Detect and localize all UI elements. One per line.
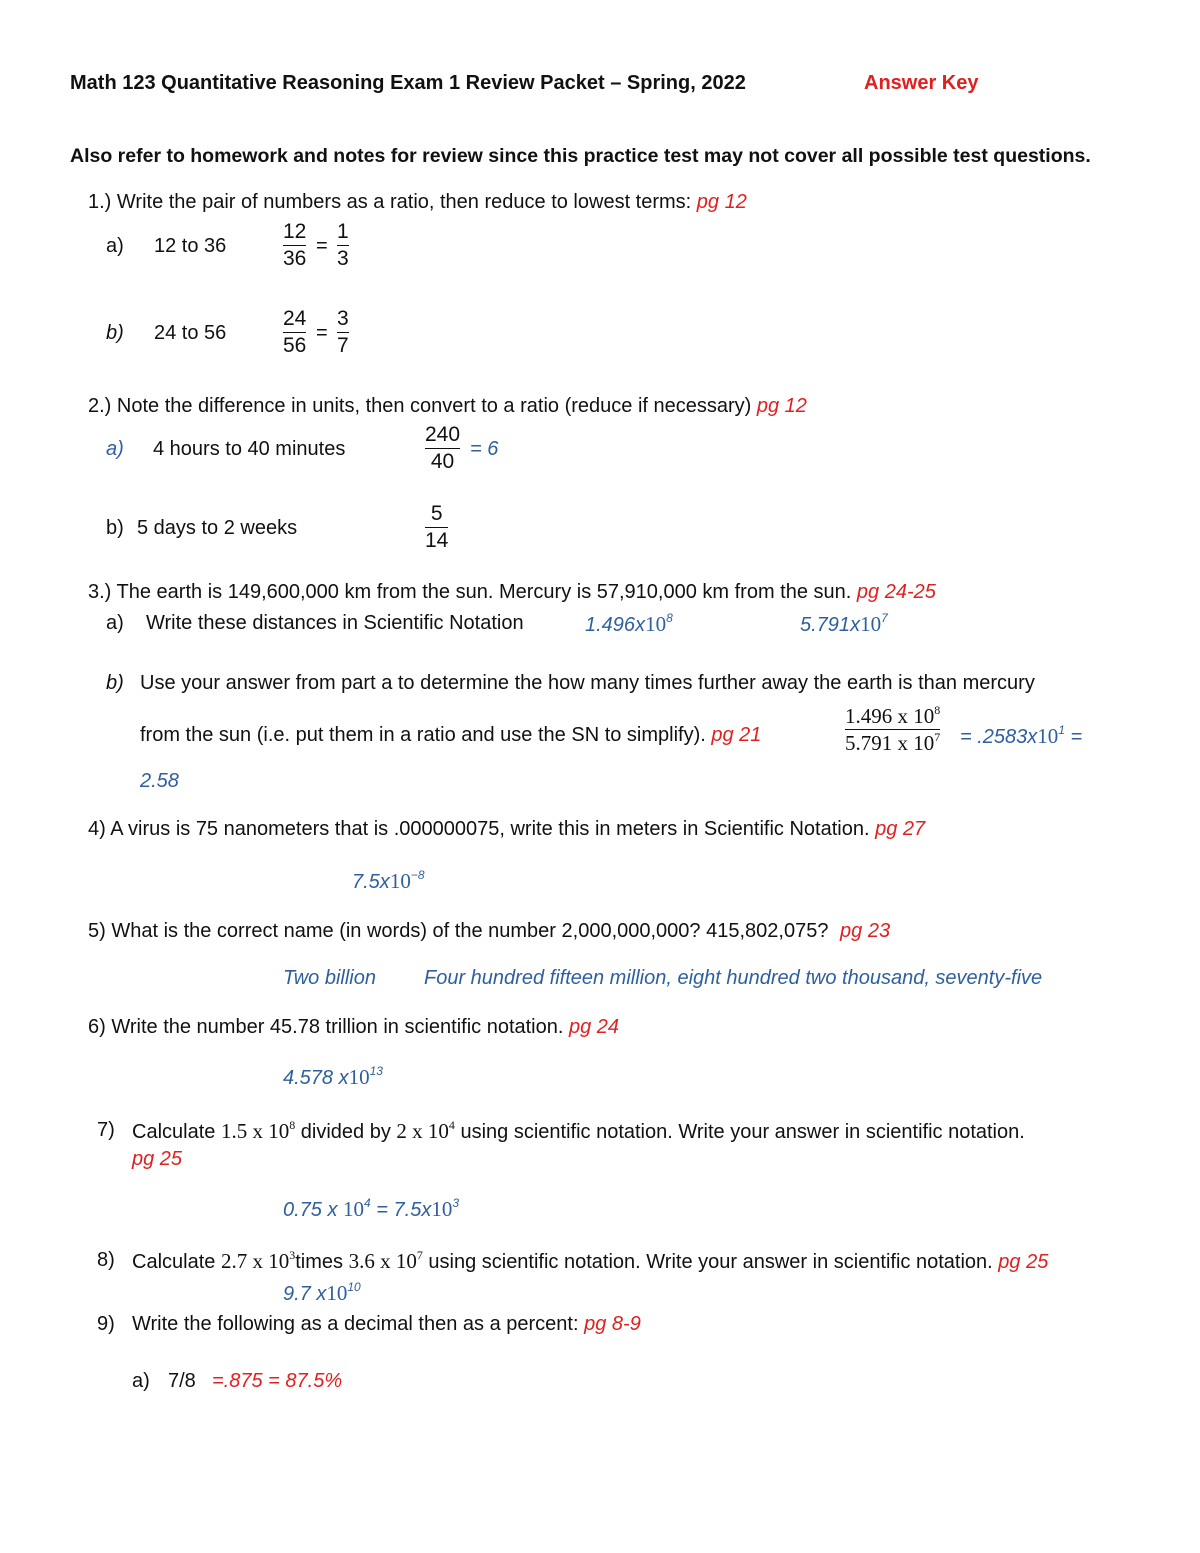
question-2-page-ref: pg 12 (756, 395, 807, 417)
q1b-fraction-right (337, 307, 349, 358)
q3b-page-ref: pg 21 (711, 724, 762, 746)
intro-note: Also refer to homework and notes for review since this practice test may not cover all possible test questions. (70, 145, 1091, 167)
question-1-page-ref: pg 12 (696, 191, 747, 213)
question-4-page-ref: pg 27 (875, 818, 926, 840)
question-1-text: 1.) Write the pair of numbers as a ratio, then reduce to lowest terms: (88, 191, 692, 213)
question-5-page-ref: pg 23 (840, 920, 891, 942)
q1a-equals: = (316, 235, 328, 257)
question-6-text: 6) Write the number 45.78 trillion in scientific notation. (88, 1016, 564, 1038)
question-6-page-ref: pg 24 (568, 1016, 620, 1038)
question-8-number: 8) (97, 1249, 115, 1271)
q8-value-1: 2.7 x $10^3$ (220, 1248, 296, 1273)
q3b-final-answer: 2.58 (140, 770, 179, 792)
q3b-ratio-fraction (845, 704, 940, 755)
q5-answer-2: Four hundred fifteen million, eight hundred two thousand, seventy-five (424, 967, 1043, 989)
q1a-denominator: 36 (283, 247, 307, 271)
q2a-fraction (425, 423, 460, 474)
q2a-numerator: 240 (425, 423, 461, 446)
q9a-answer: =.875 = 87.5% (212, 1370, 343, 1392)
q3b-prompt-line1: Use your answer from part a to determine the how many times further away the earth is than mercury (140, 672, 1035, 694)
q1b-equals: = (316, 322, 328, 344)
q3b-ratio-denominator: 5.791 x $10^7$ (845, 730, 941, 756)
q2b-denominator: 14 (425, 529, 449, 553)
question-5 (88, 920, 890, 943)
question-9-text: Write the following as a decimal then as a percent: (132, 1313, 579, 1335)
q1a-result-numerator: 1 (337, 220, 349, 243)
q1b-result-numerator: 3 (337, 307, 349, 330)
q3b-label: b) (106, 672, 124, 694)
question-2 (88, 395, 807, 418)
q7-value-1: 1.5 x $10^8$ (220, 1118, 296, 1143)
q1a-fraction-right (337, 220, 349, 271)
q8-value-2: 3.6 x $10^7$ (348, 1248, 423, 1273)
q3b-prompt-line2: from the sun (i.e. put them in a ratio and use the SN to simplify). pg 21 (140, 724, 762, 746)
q1a-numerator: 12 (283, 220, 307, 243)
question-9 (132, 1313, 641, 1336)
question-3-text: 3.) The earth is 149,600,000 km from the sun. Mercury is 57,910,000 km from the sun. (88, 581, 852, 603)
q1b-numerator: 24 (283, 307, 307, 330)
q3a-answer-earth: $1.496x10^8$ (585, 611, 673, 636)
q6-answer: 4.578 $x10^{13}$ (283, 1064, 383, 1089)
q3a-answer-mercury: $5.791x10^7$ (800, 611, 888, 636)
q1b-prompt: 24 to 56 (154, 322, 227, 344)
q9a-prompt: 7/8 (168, 1370, 196, 1392)
question-1 (88, 191, 747, 214)
q2b-prompt: 5 days to 2 weeks (137, 517, 298, 539)
q1a-prompt: 12 to 36 (154, 235, 227, 257)
q2b-numerator: 5 (430, 502, 443, 525)
q2a-label: a) (106, 438, 124, 460)
answer-key-label: Answer Key (864, 72, 979, 94)
question-5-text: 5) What is the correct name (in words) of the number 2,000,000,000? 415,802,075? (88, 920, 829, 942)
question-3-page-ref: pg 24-25 (856, 581, 936, 603)
q2a-denominator: 40 (430, 450, 455, 474)
q3b-intermediate-answer: = $.2583x10^1$ = (960, 723, 1083, 748)
question-8-page-ref: pg 25 (998, 1251, 1049, 1273)
question-3 (88, 581, 936, 604)
q1a-fraction-left (283, 220, 306, 271)
q9a-label: a) (132, 1370, 150, 1392)
q3b-ratio-numerator: 1.496 x $10^8$ (845, 703, 941, 728)
question-2-text: 2.) Note the difference in units, then convert to a ratio (reduce if necessary) (88, 395, 752, 417)
question-7-page-ref: pg 25 (132, 1148, 183, 1170)
q1b-fraction-left (283, 307, 306, 358)
question-4 (88, 818, 925, 841)
question-7-number: 7) (97, 1119, 115, 1141)
q2b-label: b) (106, 517, 124, 539)
q1b-denominator: 56 (283, 334, 307, 358)
question-6 (88, 1016, 619, 1039)
q8-answer: 9.7 $x10^{10}$ (283, 1280, 361, 1305)
question-4-text: 4) A virus is 75 nanometers that is .000000075, write this in meters in Scientific Notation. (88, 818, 870, 840)
q2a-prompt: 4 hours to 40 minutes (153, 438, 346, 460)
question-7: Calculate 1.5 x $10^8$ divided by 2 x $10^4$ using scientific notation. Write your answer in scientific notation. (132, 1118, 1025, 1143)
page-title: Math 123 Quantitative Reasoning Exam 1 Review Packet – Spring, 2022 (70, 72, 746, 94)
q4-answer: $7.5x10^{-8}$ (352, 868, 425, 893)
q1a-result-denominator: 3 (337, 247, 349, 271)
q2a-answer: = 6 (470, 438, 499, 460)
q1a-label: a) (106, 235, 124, 257)
q3a-label: a) (106, 612, 124, 634)
question-8: Calculate 2.7 x $10^3times$ 3.6 x $10^7$ using scientific notation. Write your answer in scientific notation. pg 25 (132, 1248, 1049, 1273)
q1b-result-denominator: 7 (337, 334, 349, 358)
question-9-number: 9) (97, 1313, 115, 1335)
q2b-fraction (425, 502, 448, 553)
question-9-page-ref: pg 8-9 (584, 1313, 641, 1335)
q3a-prompt: Write these distances in Scientific Notation (146, 612, 524, 634)
q7-value-2: 2 x $10^4$ (396, 1118, 455, 1143)
q5-answer-1: Two billion (283, 967, 376, 989)
q1b-label: b) (106, 322, 124, 344)
q7-answer: 0.75 x $10^4 = 7.5x10^3$ (283, 1196, 460, 1221)
